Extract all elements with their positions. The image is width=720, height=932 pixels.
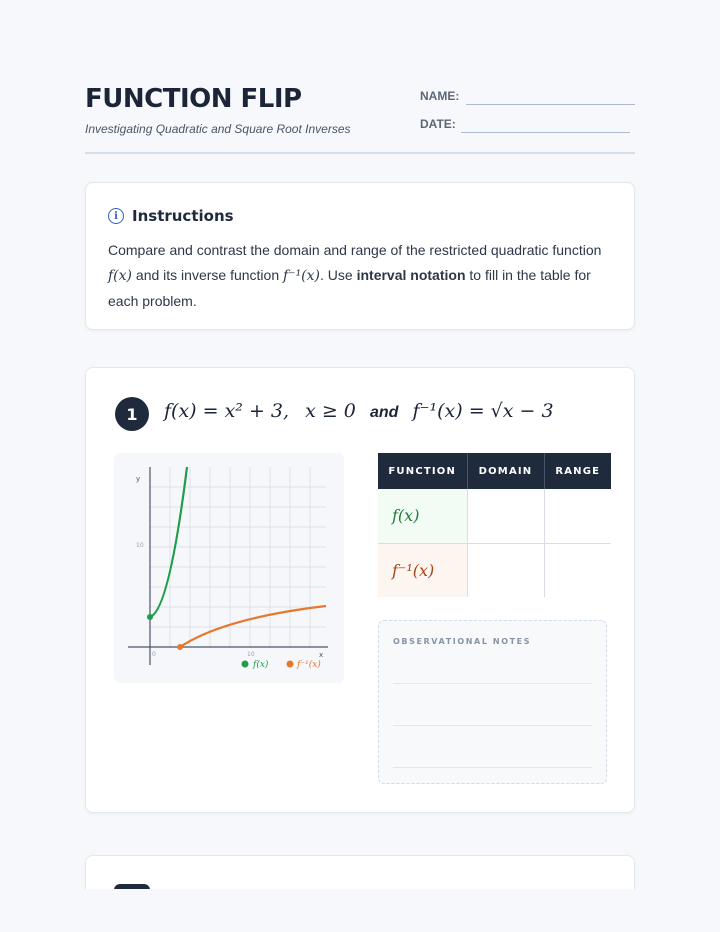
row-function-finv: f⁻¹(x) — [378, 543, 467, 597]
header-function: FUNCTION — [378, 453, 467, 489]
table-row — [378, 489, 611, 543]
info-icon: i — [108, 208, 124, 224]
legend-f-marker — [242, 661, 249, 668]
x-tick-zero: 0 — [152, 651, 156, 658]
instructions-card — [85, 182, 635, 330]
finv-definition: f⁻¹(x) = √x − 3 — [412, 400, 554, 422]
finv-domain-cell[interactable] — [467, 543, 544, 597]
problem-number: 1 — [115, 397, 149, 431]
page-title: FUNCTION FLIP — [85, 84, 302, 114]
graph-svg — [114, 453, 344, 683]
grid — [150, 467, 326, 647]
legend-finv-label: f⁻¹(x) — [297, 660, 321, 670]
page-subtitle: Investigating Quadratic and Square Root Inverses — [85, 122, 351, 136]
instructions-title: Instructions — [132, 207, 234, 225]
legend-f-label: f(x) — [253, 660, 269, 670]
instructions-heading — [108, 207, 234, 225]
y-tick-label: 10 — [136, 542, 144, 549]
function-graph — [114, 453, 344, 683]
instructions-text-1: Compare and contrast the domain and range of the restricted quadratic function — [108, 242, 602, 258]
and-word: and — [369, 404, 399, 421]
date-field[interactable] — [461, 132, 630, 133]
problem-card-1 — [85, 367, 635, 813]
f-start-point — [147, 614, 153, 620]
legend-finv-marker — [287, 661, 294, 668]
f-curve — [150, 467, 187, 617]
domain-range-table — [378, 453, 611, 597]
finv-range-cell[interactable] — [544, 543, 611, 597]
name-field[interactable] — [466, 104, 635, 105]
note-line — [393, 767, 592, 768]
f-symbol: f(x) — [108, 268, 133, 284]
instructions-bold-text: interval notation — [356, 267, 466, 283]
finv-start-point — [177, 644, 183, 650]
header-domain: DOMAIN — [467, 453, 544, 489]
table-row — [378, 543, 611, 597]
instructions-text-4: to fill in the table for each problem. — [108, 267, 591, 309]
page-bottom-fade — [0, 889, 720, 932]
f-range-cell[interactable] — [544, 489, 611, 543]
problem-statement — [164, 400, 554, 422]
worksheet-header — [85, 82, 635, 154]
x-tick-label: 10 — [247, 651, 255, 658]
date-label: DATE: — [420, 117, 456, 131]
f-domain-cell[interactable] — [467, 489, 544, 543]
instructions-text-2: and its inverse function — [135, 267, 280, 283]
f-definition: f(x) = x² + 3, — [164, 400, 290, 422]
name-label: NAME: — [420, 89, 460, 103]
domain-condition: x ≥ 0 — [305, 400, 356, 422]
row-function-f: f(x) — [378, 489, 467, 543]
note-line — [393, 683, 592, 684]
y-axis-label: y — [136, 475, 141, 483]
observational-notes[interactable] — [378, 620, 607, 784]
x-axis-label: x — [319, 651, 324, 659]
header-range: RANGE — [544, 453, 611, 489]
finv-symbol: f⁻¹(x) — [283, 268, 321, 284]
note-line — [393, 725, 592, 726]
instructions-text — [108, 238, 618, 314]
notes-label: OBSERVATIONAL NOTES — [393, 637, 532, 646]
instructions-text-3: . Use — [320, 267, 353, 283]
